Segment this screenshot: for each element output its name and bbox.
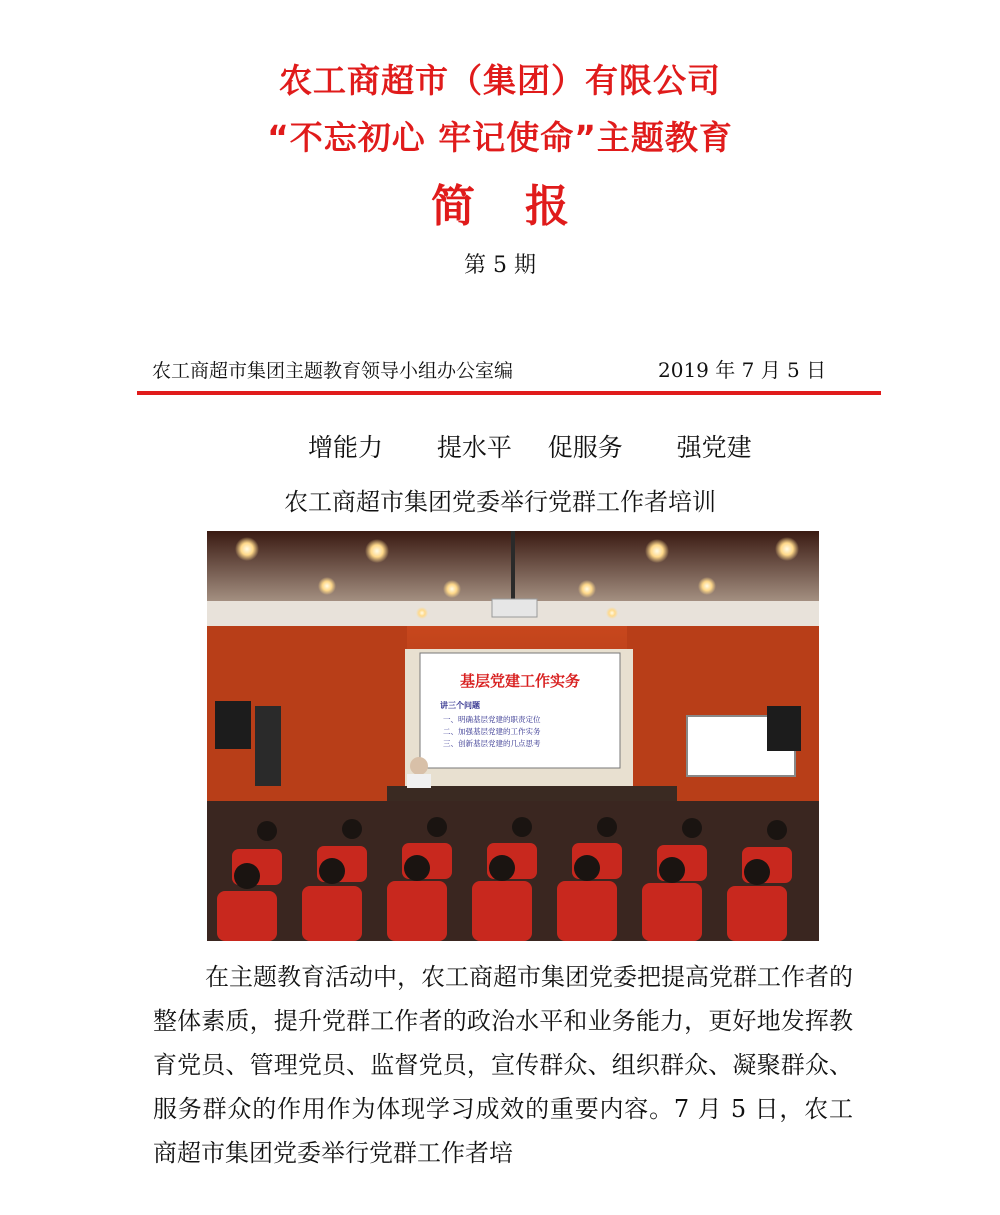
article-body (153, 955, 853, 1175)
article-paragraph: 在主题教育活动中，农工商超市集团党委把提高党群工作者的整体素质，提升党群工作者的政治水平和业务能力，更好地发挥教育党员、管理党员、监督党员，宣传群众、组织群众、凝聚群众、服务群众的作用作为体现学习成效的重要内容。7 月 5 日，农工商超市集团党委举行党群工作者培 (153, 963, 853, 1167)
theme-title: “不忘初心 牢记使命”主题教育 (267, 118, 733, 157)
training-photo (207, 531, 819, 941)
slide-item: 二、加强基层党建的工作实务 (443, 727, 541, 736)
article-subheadline: 农工商超市集团党委举行党群工作者培训 (284, 488, 716, 516)
article-headline: 增能力 提水平 促服务 强党建 (308, 433, 752, 462)
org-title: 农工商超市（集团）有限公司 (279, 61, 721, 100)
red-divider (137, 391, 881, 395)
slide-item: 讲三个问题 (440, 701, 480, 710)
issue-number: 第 5 期 (464, 253, 536, 278)
bulletin-title: 简报 (431, 181, 619, 232)
slide-item: 一、明确基层党建的职责定位 (443, 715, 541, 724)
editor-line: 农工商超市集团主题教育领导小组办公室编 (152, 360, 514, 382)
slide-item: 三、创新基层党建的几点思考 (443, 739, 541, 748)
publish-date: 2019 年 7 月 5 日 (658, 358, 827, 382)
slide-title: 基层党建工作实务 (459, 672, 581, 690)
